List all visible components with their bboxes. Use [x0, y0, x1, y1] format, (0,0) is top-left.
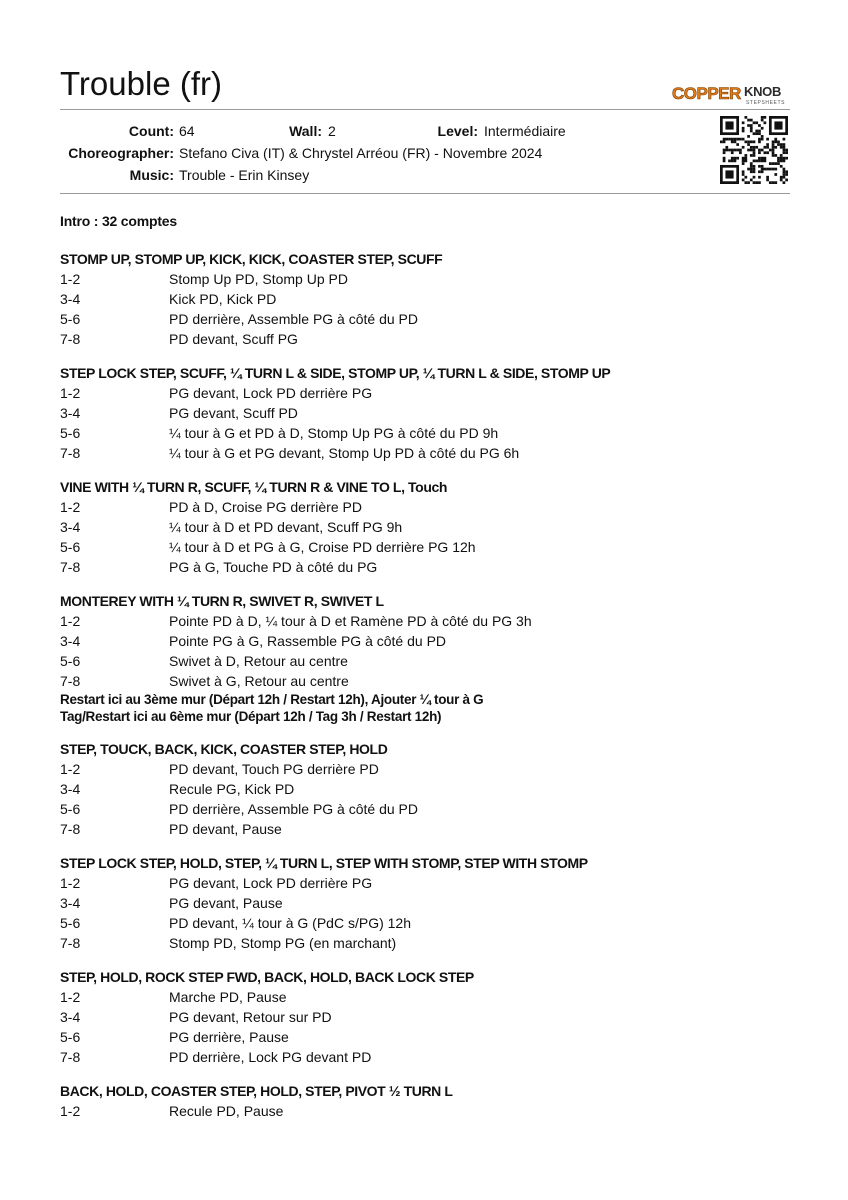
step-row: [60, 893, 790, 913]
step-row: [60, 799, 790, 819]
step-description: ¼ tour à G et PG devant, Stomp Up PD à côté du PG 6h: [169, 445, 520, 461]
qr-code-icon: [720, 115, 788, 185]
step-description: PD derrière, Lock PG devant PD: [169, 1049, 372, 1065]
step-section: [60, 592, 790, 725]
step-section: [60, 1082, 790, 1121]
header-divider-top: [60, 109, 790, 110]
step-section: [60, 250, 790, 349]
step-row: [60, 537, 790, 557]
step-count: 5-6: [60, 915, 81, 931]
step-count: 1-2: [60, 761, 81, 777]
step-row: [60, 497, 790, 517]
svg-text:KNOB: KNOB: [744, 84, 782, 99]
step-description: ¼ tour à G et PD à D, Stomp Up PG à côté du PD 9h: [169, 425, 499, 441]
choreographer-value: Stefano Civa (IT) & Chrystel Arréou (FR) - Novembre 2024: [179, 145, 543, 161]
step-description: PG devant, Retour sur PD: [169, 1009, 332, 1025]
step-description: PG devant, Lock PD derrière PG: [169, 385, 373, 401]
svg-text:COPPER: COPPER: [672, 84, 741, 103]
step-section: [60, 478, 790, 577]
step-count: 7-8: [60, 559, 81, 575]
step-description: PG devant, Lock PD derrière PG: [169, 875, 373, 891]
step-description: Pointe PG à G, Rassemble PG à côté du PD: [169, 633, 447, 649]
step-row: [60, 269, 790, 289]
step-description: PG derrière, Pause: [169, 1029, 289, 1045]
step-count: 3-4: [60, 633, 81, 649]
page-title: Trouble (fr): [60, 65, 222, 102]
section-title: STEP, HOLD, ROCK STEP FWD, BACK, HOLD, BACK LOCK STEP: [60, 969, 474, 985]
step-count: 5-6: [60, 653, 81, 669]
step-row: [60, 759, 790, 779]
step-count: 7-8: [60, 331, 81, 347]
step-count: 5-6: [60, 539, 81, 555]
step-row: [60, 557, 790, 577]
count-value: 64: [179, 123, 195, 139]
section-title: MONTEREY WITH ¼ TURN R, SWIVET R, SWIVET L: [60, 593, 384, 609]
step-description: PG devant, Scuff PD: [169, 405, 298, 421]
step-description: ¼ tour à D et PD devant, Scuff PG 9h: [169, 519, 403, 535]
step-row: [60, 1027, 790, 1047]
step-section: [60, 968, 790, 1067]
restart-note: Restart ici au 3ème mur (Départ 12h / Restart 12h), Ajouter ¼ tour à G: [60, 692, 484, 707]
section-title: STOMP UP, STOMP UP, KICK, KICK, COASTER STEP, SCUFF: [60, 251, 443, 267]
step-row: [60, 651, 790, 671]
step-section: [60, 854, 790, 953]
level-value: Intermédiaire: [484, 123, 566, 139]
step-count: 1-2: [60, 613, 81, 629]
step-row: [60, 309, 790, 329]
step-row: [60, 1007, 790, 1027]
header-divider-bottom: [60, 193, 790, 194]
step-section: [60, 364, 790, 463]
step-description: PD devant, Pause: [169, 821, 282, 837]
step-count: 7-8: [60, 935, 81, 951]
restart-note: Tag/Restart ici au 6ème mur (Départ 12h / Tag 3h / Restart 12h): [60, 709, 442, 724]
step-row: [60, 383, 790, 403]
step-count: 3-4: [60, 291, 81, 307]
svg-text:STEPSHEETS: STEPSHEETS: [746, 100, 786, 106]
dance-meta: [60, 120, 620, 186]
step-row: [60, 517, 790, 537]
step-count: 1-2: [60, 271, 81, 287]
step-count: 3-4: [60, 895, 81, 911]
step-count: 7-8: [60, 1049, 81, 1065]
step-description: Marche PD, Pause: [169, 989, 287, 1005]
step-description: Kick PD, Kick PD: [169, 291, 277, 307]
step-description: Stomp PD, Stomp PG (en marchant): [169, 935, 397, 951]
step-row: [60, 423, 790, 443]
step-row: [60, 611, 790, 631]
step-description: PG à G, Touche PD à côté du PG: [169, 559, 378, 575]
step-count: 5-6: [60, 801, 81, 817]
section-title: STEP LOCK STEP, SCUFF, ¼ TURN L & SIDE, STOMP UP, ¼ TURN L & SIDE, STOMP UP: [60, 365, 611, 381]
step-count: 1-2: [60, 989, 81, 1005]
section-title: STEP, TOUCK, BACK, KICK, COASTER STEP, HOLD: [60, 741, 388, 757]
step-description: PD devant, ¼ tour à G (PdC s/PG) 12h: [169, 915, 411, 931]
stepsheet-page: [60, 0, 790, 1200]
step-count: 7-8: [60, 821, 81, 837]
copperknob-logo: [672, 82, 790, 106]
step-description: Recule PD, Pause: [169, 1103, 284, 1119]
step-description: PD à D, Croise PG derrière PD: [169, 499, 362, 515]
step-description: PD derrière, Assemble PG à côté du PD: [169, 311, 418, 327]
step-row: [60, 873, 790, 893]
section-title: STEP LOCK STEP, HOLD, STEP, ¼ TURN L, STEP WITH STOMP, STEP WITH STOMP: [60, 855, 588, 871]
step-count: 5-6: [60, 1029, 81, 1045]
step-row: [60, 329, 790, 349]
step-count: 5-6: [60, 425, 81, 441]
step-count: 1-2: [60, 499, 81, 515]
step-content: [60, 212, 790, 1136]
step-row: [60, 1047, 790, 1067]
step-count: 3-4: [60, 405, 81, 421]
step-count: 1-2: [60, 1103, 81, 1119]
step-row: [60, 289, 790, 309]
step-description: PD derrière, Assemble PG à côté du PD: [169, 801, 418, 817]
step-count: 5-6: [60, 311, 81, 327]
step-row: [60, 631, 790, 651]
step-description: Pointe PD à D, ¼ tour à D et Ramène PD à côté du PG 3h: [169, 613, 532, 629]
step-description: ¼ tour à D et PG à G, Croise PD derrière PG 12h: [169, 539, 476, 555]
step-description: Stomp Up PD, Stomp Up PD: [169, 271, 348, 287]
intro-text: Intro : 32 comptes: [60, 213, 177, 229]
step-section: [60, 740, 790, 839]
step-row: [60, 671, 790, 691]
step-description: Recule PG, Kick PD: [169, 781, 295, 797]
step-count: 7-8: [60, 445, 81, 461]
step-description: Swivet à D, Retour au centre: [169, 653, 348, 669]
step-description: PD devant, Scuff PG: [169, 331, 298, 347]
step-row: [60, 819, 790, 839]
section-title: VINE WITH ¼ TURN R, SCUFF, ¼ TURN R & VINE TO L, Touch: [60, 479, 448, 495]
count-label: Count:: [128, 123, 174, 139]
step-row: [60, 403, 790, 423]
step-description: PG devant, Pause: [169, 895, 283, 911]
wall-label: Wall:: [289, 123, 322, 139]
step-count: 3-4: [60, 519, 81, 535]
step-row: [60, 443, 790, 463]
step-row: [60, 987, 790, 1007]
step-description: PD devant, Touch PG derrière PD: [169, 761, 379, 777]
music-label: Music:: [129, 167, 174, 183]
step-description: Swivet à G, Retour au centre: [169, 673, 349, 689]
step-row: [60, 1101, 790, 1121]
level-label: Level:: [437, 123, 478, 139]
section-title: BACK, HOLD, COASTER STEP, HOLD, STEP, PIVOT ½ TURN L: [60, 1083, 453, 1099]
step-row: [60, 933, 790, 953]
step-count: 3-4: [60, 781, 81, 797]
step-count: 1-2: [60, 875, 81, 891]
step-count: 1-2: [60, 385, 81, 401]
step-row: [60, 913, 790, 933]
music-value: Trouble - Erin Kinsey: [179, 167, 310, 183]
choreographer-label: Choreographer:: [68, 145, 174, 161]
wall-value: 2: [328, 123, 336, 139]
step-count: 3-4: [60, 1009, 81, 1025]
step-count: 7-8: [60, 673, 81, 689]
step-row: [60, 779, 790, 799]
